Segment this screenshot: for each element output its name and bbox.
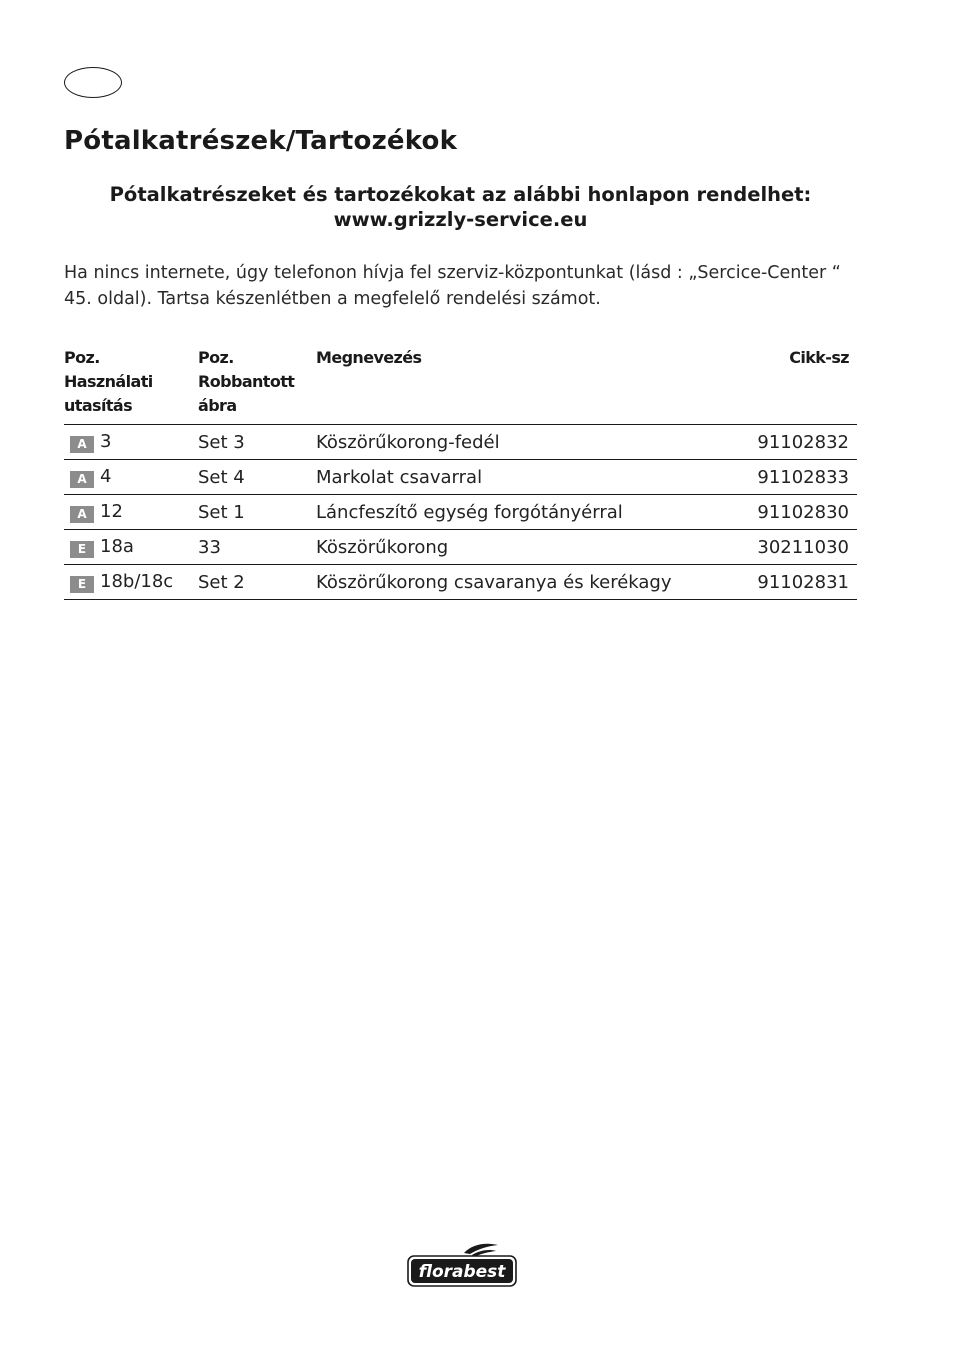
page-title: Pótalkatrészek/Tartozékok xyxy=(64,126,458,156)
spare-parts-table xyxy=(64,346,857,600)
section-badge: A xyxy=(70,436,94,453)
cell-name: Markolat csavarral xyxy=(316,460,739,495)
cell-pos-manual xyxy=(64,495,198,530)
table-row xyxy=(64,460,857,495)
intro-line-1: Ha nincs internete, úgy telefonon hívja fel szerviz-központunkat (lásd : „Sercice-Center “ xyxy=(64,263,841,283)
header-pos-diagram-label: Poz. Robbantott ábra xyxy=(198,348,295,415)
cell-name: Köszörűkorong xyxy=(316,530,739,565)
section-badge: A xyxy=(70,471,94,488)
pos-manual-value: 18a xyxy=(100,536,134,557)
logo-wordmark: florabest xyxy=(418,1262,506,1282)
table-header-row xyxy=(64,346,857,425)
order-notice xyxy=(64,182,857,232)
table-row xyxy=(64,565,857,600)
cell-article-number: 30211030 xyxy=(739,530,857,565)
pos-manual-value: 12 xyxy=(100,501,123,522)
cell-name: Köszörűkorong csavaranya és kerékagy xyxy=(316,565,739,600)
cell-name: Láncfeszítő egység forgótányérral xyxy=(316,495,739,530)
cell-pos-manual xyxy=(64,425,198,460)
cell-pos-manual xyxy=(64,565,198,600)
cell-name: Köszörűkorong-fedél xyxy=(316,425,739,460)
section-badge: A xyxy=(70,506,94,523)
cell-pos-diagram: Set 4 xyxy=(198,460,316,495)
table-row xyxy=(64,530,857,565)
pos-manual-value: 3 xyxy=(100,431,112,452)
cell-pos-diagram: 33 xyxy=(198,530,316,565)
header-name: Megnevezés xyxy=(316,346,739,425)
cell-article-number: 91102830 xyxy=(739,495,857,530)
cell-article-number: 91102831 xyxy=(739,565,857,600)
cell-article-number: 91102832 xyxy=(739,425,857,460)
pos-manual-value: 4 xyxy=(100,466,112,487)
country-code-oval xyxy=(64,67,122,98)
section-badge: E xyxy=(70,576,94,593)
cell-pos-diagram: Set 1 xyxy=(198,495,316,530)
service-website-link[interactable]: www.grizzly-service.eu xyxy=(333,208,588,231)
intro-paragraph xyxy=(64,260,864,312)
table-row xyxy=(64,425,857,460)
header-article-number: Cikk-sz xyxy=(739,346,857,425)
table-row xyxy=(64,495,857,530)
cell-pos-manual xyxy=(64,460,198,495)
cell-pos-diagram: Set 3 xyxy=(198,425,316,460)
florabest-logo-icon xyxy=(406,1242,518,1288)
header-pos-manual xyxy=(64,346,198,425)
pos-manual-value: 18b/18c xyxy=(100,571,174,592)
intro-line-2: 45. oldal). Tartsa készenlétben a megfelelő rendelési számot. xyxy=(64,289,601,309)
cell-pos-diagram: Set 2 xyxy=(198,565,316,600)
cell-article-number: 91102833 xyxy=(739,460,857,495)
header-pos-diagram xyxy=(198,346,316,425)
order-notice-text: Pótalkatrészeket és tartozékokat az alábbi honlapon rendelhet: xyxy=(109,183,812,206)
section-badge: E xyxy=(70,541,94,558)
cell-pos-manual xyxy=(64,530,198,565)
header-pos-manual-label: Poz. Használati utasítás xyxy=(64,348,153,415)
